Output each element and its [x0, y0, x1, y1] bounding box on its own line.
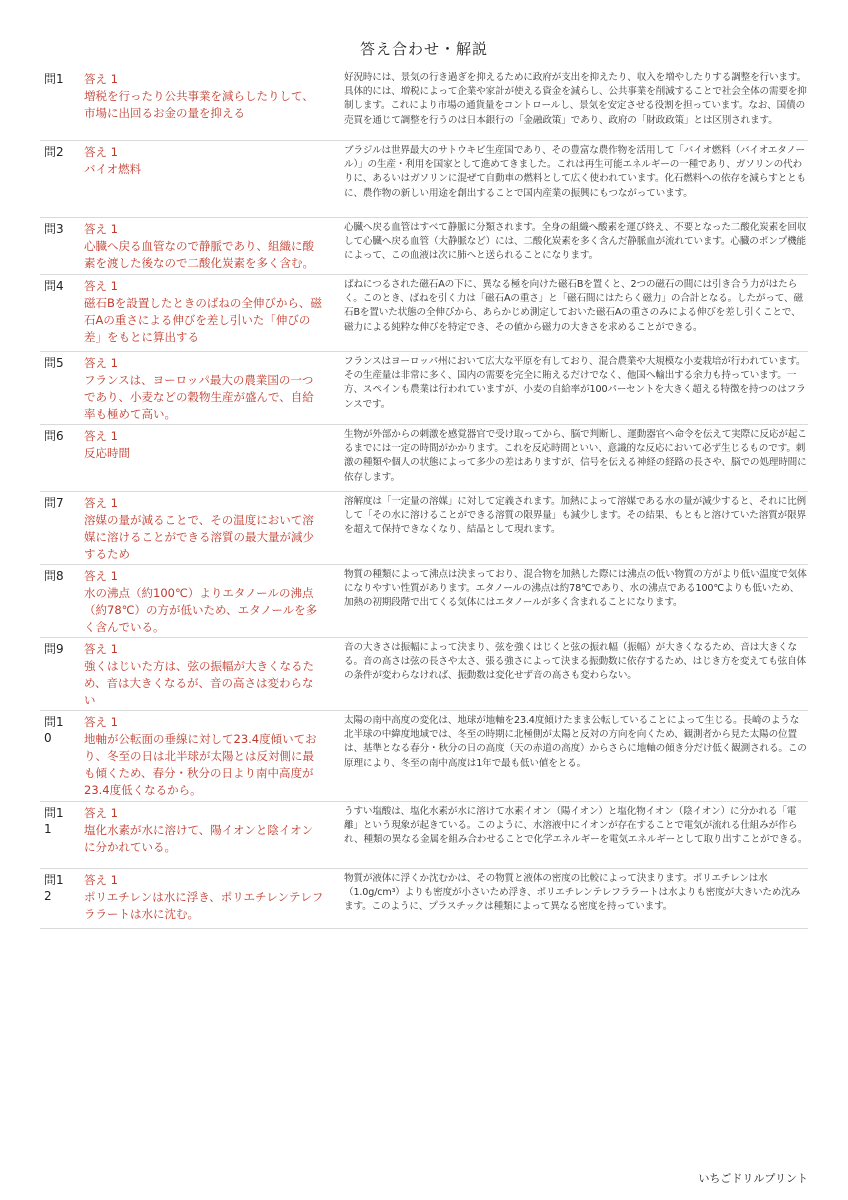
answer-label: 答え 1: [84, 806, 118, 820]
answer-label: 答え 1: [84, 715, 118, 729]
question-row-3: [40, 218, 808, 275]
answer-text: 磁石Bを設置したときのばねの全伸びから、磁石Aの重さによる伸びを差し引いた「伸びの差」をもとに算出する: [84, 296, 322, 344]
explanation-text: 好況時には、景気の行き過ぎを抑えるために政府が支出を抑えたり、収入を増やしたりする調整を行います。具体的には、増税によって企業や家計が使える資金を減らし、公共事業を削減することで社会全体の需要を抑制します。これにより市場の通貨量をコントロールし、景気を安定させる役割を担っています。なお、国債の売買を通じて調整を行うのは日本銀行の「金融政策」であり、政府の「財政政策」とは区別されます。: [344, 72, 807, 126]
answer-text: 地軸が公転面の垂線に対して23.4度傾いており、冬至の日は北半球が太陽とは反対側に最も傾くため、春分・秋分の日より南中高度が23.4度低くなるから。: [84, 732, 317, 797]
question-number: 問11: [44, 806, 64, 836]
question-number: 問2: [44, 145, 64, 159]
answer-label: 答え 1: [84, 356, 118, 370]
explanation-text: うすい塩酸は、塩化水素が水に溶けて水素イオン（陽イオン）と塩化物イオン（陰イオン）に分かれる「電離」という現象が起きている。このように、水溶液中にイオンが存在することで電気が流れる仕組みが作られ、種類の異なる金属を組み合わせることで化学エネルギーを電気エネルギーとして取り出すことができる。: [344, 806, 808, 846]
explanation-text: 生物が外部からの刺激を感覚器官で受け取ってから、脳で判断し、運動器官へ命令を伝えて実際に反応が起こるまでには一定の時間がかかります。これを反応時間といい、意識的な反応において必ず生じるものです。刺激の種類や個人の状態によって多少の差はありますが、信号を伝える神経の経路の長さや、脳での処理時間に依存します。: [344, 429, 807, 483]
answer-text: ポリエチレンは水に浮き、ポリエチレンテレフララートは水に沈む。: [84, 890, 324, 921]
question-row-12: [40, 869, 808, 929]
answer-label: 答え 1: [84, 496, 118, 510]
explanation-text: 太陽の南中高度の変化は、地球が地軸を23.4度傾けたまま公転していることによって生じる。長崎のような北半球の中緯度地域では、冬至の時期に北極側が太陽と反対の方向を向くため、観測者から見た太陽の位置は、基準となる春分・秋分の日の高度（天の赤道の高度）からさらに地軸の傾き分だけ低く観測される。この原理により、冬至の南中高度は1年で最も低い値をとる。: [344, 715, 807, 769]
question-row-5: [40, 352, 808, 425]
explanation-text: ばねにつるされた磁石Aの下に、異なる極を向けた磁石Bを置くと、2つの磁石の間には引き合う力がはたらく。このとき、ばねを引く力は「磁石Aの重さ」と「磁石間にはたらく磁力」の合計となる。したがって、磁石Bを置いた状態の全伸びから、あらかじめ測定しておいた磁石Aの重さのみによる伸びを差し引くことで、磁力による純粋な伸びを特定でき、その値から磁力の大きさを求めることができる。: [344, 279, 803, 333]
footer-brand: いちごドリルプリント: [698, 1172, 808, 1185]
answer-label: 答え 1: [84, 279, 118, 293]
answer-block: [84, 714, 332, 801]
answer-block: [84, 278, 332, 351]
question-row-4: [40, 275, 808, 352]
answer-label: 答え 1: [84, 72, 118, 86]
answer-text: 心臓へ戻る血管なので静脈であり、組織に酸素を渡した後なので二酸化炭素を多く含む。: [84, 239, 314, 270]
question-number: 問7: [44, 496, 64, 510]
question-row-7: [40, 492, 808, 565]
question-number: 問12: [44, 873, 64, 903]
question-number: 問10: [44, 715, 64, 745]
explanation-text: 溶解度は「一定量の溶媒」に対して定義されます。加熱によって溶媒である水の量が減少すると、それに比例して「その水に溶けることができる溶質の限界量」も減少します。その結果、もともと溶けていた溶質が限界を超えて保持できなくなり、結晶として現れます。: [344, 496, 806, 536]
answer-block: [84, 568, 332, 637]
question-row-11: [40, 802, 808, 869]
page-title: 答え合わせ・解説: [359, 40, 488, 58]
explanation-text: 物質の種類によって沸点は決まっており、混合物を加熱した際には沸点の低い物質の方がより低い温度で気体になりやすい性質があります。エタノールの沸点は約78℃であり、水の沸点である100℃よりも低いため、加熱の初期段階で出てくる気体にはエタノールが多く含まれることになります。: [344, 569, 807, 609]
question-row-1: [40, 68, 808, 141]
explanation-text: フランスはヨーロッパ州において広大な平原を有しており、混合農業や大規模な小麦栽培が行われています。その生産量は非常に多く、国内の需要を完全に賄えるだけでなく、他国へ輸出する余力も持っています。一方、スペインも農業は行われていますが、小麦の自給率が100パーセントを大きく超える特徴を持つのはフランスです。: [344, 356, 806, 410]
answer-text: 水の沸点（約100℃）よりエタノールの沸点（約78℃）の方が低いため、エタノールを多く含んでいる。: [84, 586, 318, 634]
explanation-text: 物質が液体に浮くか沈むかは、その物質と液体の密度の比較によって決まります。ポリエチレンは水（1.0g/cm³）よりも密度が小さいため浮き、ポリエチレンテレフララートは水よりも密度が大きいため沈みます。このように、プラスチックは種類によって異なる密度を持っています。: [344, 873, 801, 913]
answer-text: 強くはじいた方は、弦の振幅が大きくなるため、音は大きくなるが、音の高さは変わらない: [84, 659, 314, 707]
question-number: 問9: [44, 642, 64, 656]
answer-block: [84, 805, 332, 868]
question-number: 問3: [44, 222, 64, 236]
answer-block: [84, 144, 332, 217]
answer-text: バイオ燃料: [84, 162, 142, 176]
answer-label: 答え 1: [84, 429, 118, 443]
question-row-6: [40, 425, 808, 492]
answer-label: 答え 1: [84, 642, 118, 656]
answer-label: 答え 1: [84, 222, 118, 236]
answer-label: 答え 1: [84, 145, 118, 159]
explanation-text: 音の大きさは振幅によって決まり、弦を強くはじくと弦の振れ幅（振幅）が大きくなるため、音は大きくなる。音の高さは弦の長さや太さ、張る強さによって決まる振動数に依存するため、はじき方を変えても弦自体の条件が変わらなければ、振動数は変化せず音の高さも変わらない。: [344, 642, 806, 682]
answer-label: 答え 1: [84, 873, 118, 887]
answer-text: 増税を行ったり公共事業を減らしたりして、市場に出回るお金の量を抑える: [84, 89, 314, 120]
explanation-text: ブラジルは世界最大のサトウキビ生産国であり、その豊富な農作物を活用して「バイオ燃料（バイオエタノール）」の生産・利用を国家として進めてきました。これは再生可能エネルギーの一種であり、ガソリンの代わりに、あるいはガソリンに混ぜて自動車の燃料として広く使われています。化石燃料への依存を減らすとともに、農作物の新しい用途を創出することで国内産業の振興にもつながっています。: [344, 145, 806, 199]
explanation-text: 心臓へ戻る血管はすべて静脈に分類されます。全身の組織へ酸素を運び終え、不要となった二酸化炭素を回収して心臓へ戻る血管（大静脈など）には、二酸化炭素を多く含んだ静脈血が流れています。心臓のポンプ機能によって、この血液は次に肺へと送られることになります。: [344, 222, 807, 262]
question-number: 問1: [44, 72, 64, 86]
answer-text: 塩化水素が水に溶けて、陽イオンと陰イオンに分かれている。: [84, 823, 314, 854]
question-row-9: [40, 638, 808, 711]
answer-block: [84, 872, 332, 928]
answer-block: [84, 641, 332, 710]
answer-text: フランスは、ヨーロッパ最大の農業国の一つであり、小麦などの穀物生産が盛んで、自給率も極めて高い。: [84, 373, 314, 421]
question-number: 問6: [44, 429, 64, 443]
answer-block: [84, 495, 332, 564]
answer-list: [40, 68, 808, 929]
answer-block: [84, 428, 332, 491]
answer-label: 答え 1: [84, 569, 118, 583]
answer-block: [84, 71, 332, 140]
answer-block: [84, 355, 332, 424]
answer-block: [84, 221, 332, 274]
question-row-8: [40, 565, 808, 638]
question-number: 問4: [44, 279, 64, 293]
answer-text: 溶媒の量が減ることで、その温度において溶媒に溶けることができる溶質の最大量が減少するため: [84, 513, 314, 561]
question-number: 問8: [44, 569, 64, 583]
question-number: 問5: [44, 356, 64, 370]
question-row-10: [40, 711, 808, 802]
answer-text: 反応時間: [84, 446, 130, 460]
question-row-2: [40, 141, 808, 218]
